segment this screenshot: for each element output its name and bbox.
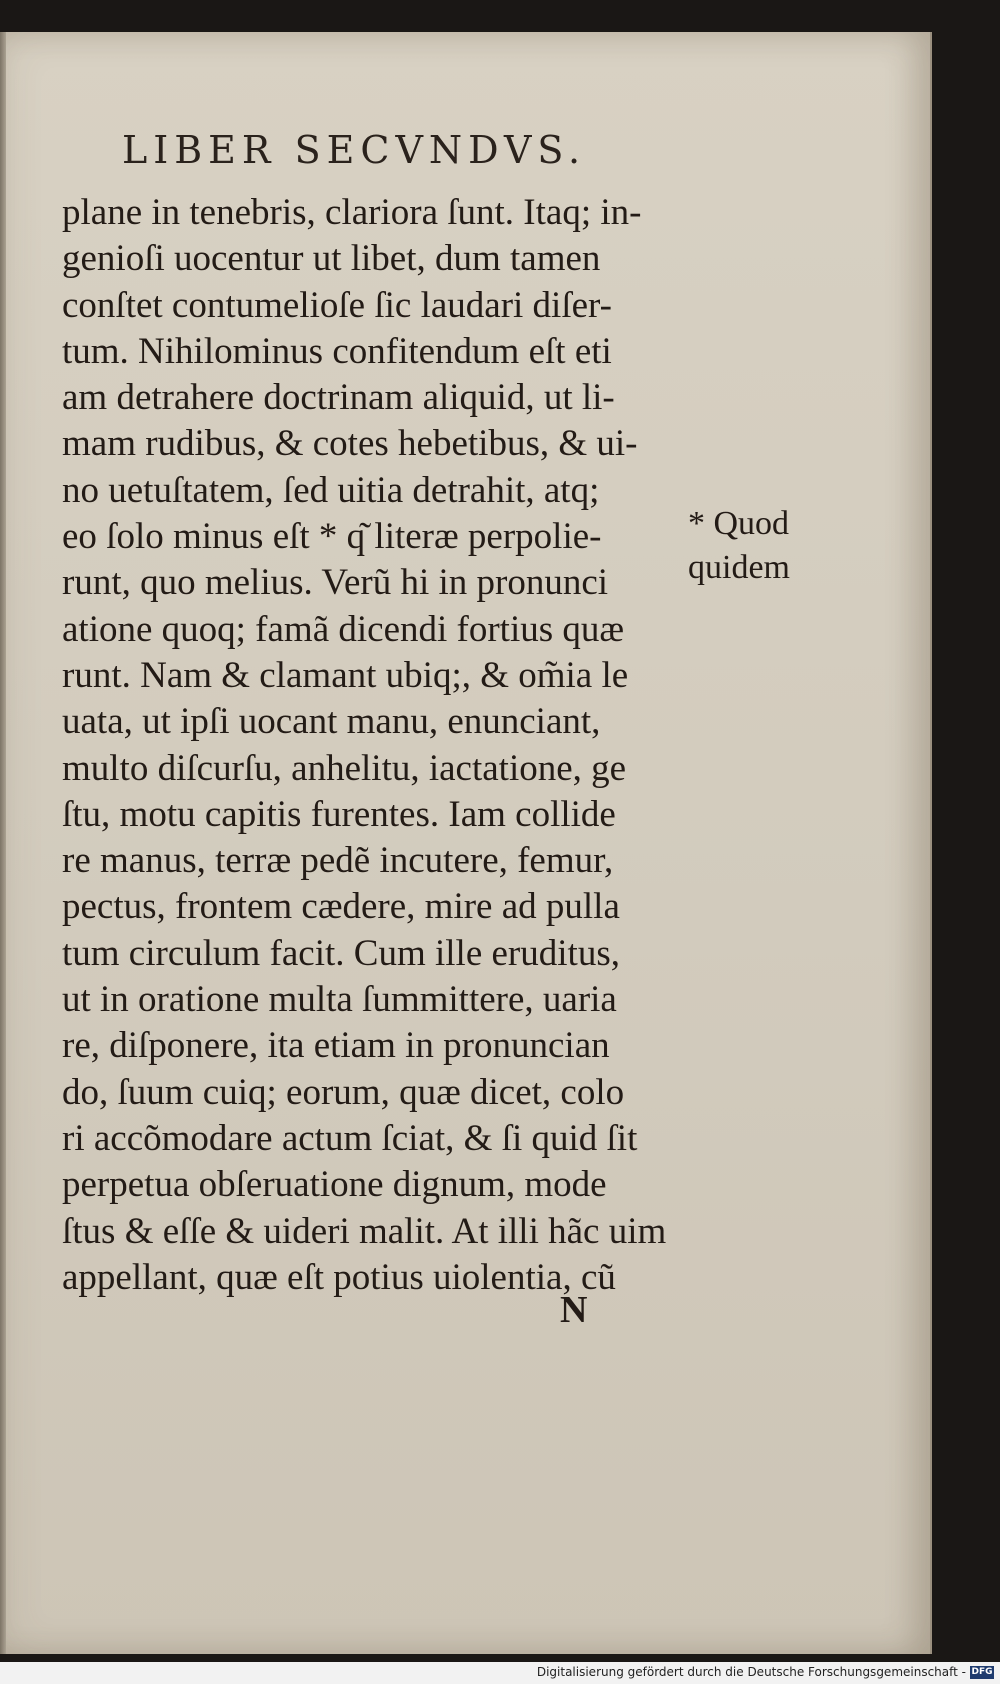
text-line: tum. Nihilominus confitendum eſt eti: [62, 330, 612, 372]
running-head: LIBER SECVNDVS.: [122, 128, 587, 172]
text-line: am detrahere doctrinam aliquid, ut li-: [62, 377, 615, 419]
body-text: [62, 190, 692, 1301]
text-line: mam rudibus, & cotes hebetibus, & ui-: [62, 423, 638, 465]
signature-mark: N: [560, 1289, 588, 1331]
text-line: ſtus & eſſe & uideri malit. At illi hãc uim: [62, 1210, 667, 1252]
marginal-note: [688, 502, 790, 590]
text-line: appellant, quæ eſt potius uiolentia, cũ: [62, 1256, 616, 1298]
text-line: plane in tenebris, clariora ſunt. Itaq; in-: [62, 192, 642, 233]
text-line: ſtu, motu capitis furentes. Iam collide: [62, 793, 616, 835]
text-line: eo ſolo minus eſt * q͂ literæ perpolie-: [62, 516, 602, 558]
text-line: conſtet contumelioſe ſic laudari diſer-: [62, 284, 612, 326]
text-line: genioſi uocentur ut libet, dum tamen: [62, 238, 601, 280]
text-line: no uetuſtatem, ſed uitia detrahit, atq;: [62, 469, 600, 511]
marginal-note-line: quidem: [688, 549, 790, 586]
text-line: perpetua obſeruatione dignum, mode: [62, 1164, 607, 1206]
text-line: runt, quo melius. Verũ hi in pronunci: [62, 562, 609, 604]
marginal-note-line: * Quod: [688, 505, 790, 542]
text-line: atione quoq; famã dicendi fortius quæ: [62, 608, 625, 650]
text-line: do, ſuum cuiq; eorum, quæ dicet, colo: [62, 1071, 625, 1113]
text-line: tum circulum facit. Cum ille eruditus,: [62, 932, 620, 974]
text-line: re manus, terræ pedẽ incutere, femur,: [62, 840, 614, 882]
text-line: pectus, frontem cædere, mire ad pulla: [62, 886, 620, 928]
footer-bar: [0, 1662, 1000, 1684]
text-line: runt. Nam & clamant ubiq;, & om̃ia le: [62, 654, 629, 696]
text-line: multo diſcurſu, anhelitu, iactatione, ge: [62, 747, 627, 789]
text-line: uata, ut ipſi uocant manu, enunciant,: [62, 701, 601, 743]
dfg-logo: DFG: [971, 1667, 993, 1677]
text-line: re, diſponere, ita etiam in pronuncian: [62, 1025, 610, 1067]
funding-credit: Digitalisierung gefördert durch die Deutsche Forschungsgemeinschaft -: [536, 1665, 966, 1679]
text-line: ut in oratione multa ſummittere, uaria: [62, 979, 617, 1021]
text-line: ri accõmodare actum ſciat, & ſi quid ſit: [62, 1117, 638, 1159]
